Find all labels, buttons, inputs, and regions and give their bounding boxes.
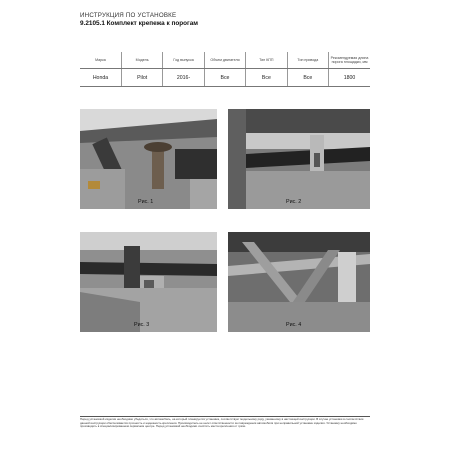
figure-3-caption: Рис. 3 — [134, 322, 150, 328]
document-title: ИНСТРУКЦИЯ ПО УСТАНОВКЕ — [80, 12, 177, 19]
spec-table-header-row — [80, 52, 370, 69]
figure-1-caption: Рис. 1 — [138, 199, 154, 205]
col-drive-header: Тип привода — [287, 52, 328, 69]
footer-note: Перед установкой изделия необходимо убедиться, что автомобиль, на который планируется установка, соответствует модельному ряду, указанному в настоящей инструкции. В случае установки в соответствии данной инструкции обеспечивается прочность и надежность крепления. Производитель не несет ответственности за повреждения автомобиля при неправильной установке изделия. Установку необходимо производить в специализированном сервисном центре. Перед установкой необходимо очистить места крепления от грязи. — [80, 417, 364, 429]
document-subtitle: 9.2105.1 Комплект крепежа к порогам — [80, 20, 199, 27]
cell-engine: Все — [204, 69, 245, 87]
figure-3-photo — [80, 232, 217, 332]
col-engine-header: Объем двигателя — [204, 52, 245, 69]
figure-4-photo — [228, 232, 370, 332]
col-year-header: Год выпуска — [163, 52, 204, 69]
figure-3 — [80, 232, 217, 332]
cell-year: 2016- — [163, 69, 204, 87]
cell-model: Pilot — [121, 69, 162, 87]
page-header — [80, 12, 380, 28]
figure-2-caption: Рис. 2 — [286, 199, 302, 205]
cell-length: 1800 — [329, 69, 370, 87]
col-brand-header: Марка — [80, 52, 121, 69]
figure-1-photo — [80, 109, 217, 209]
col-model-header: Модель — [121, 52, 162, 69]
col-gearbox-header: Тип КПП — [246, 52, 287, 69]
table-row — [80, 69, 370, 87]
vehicle-spec-table — [80, 52, 370, 87]
figure-4-caption: Рис. 4 — [286, 322, 302, 328]
figure-4 — [228, 232, 370, 332]
cell-drive: Все — [287, 69, 328, 87]
figure-1 — [80, 109, 217, 209]
cell-gearbox: Все — [246, 69, 287, 87]
figure-2 — [228, 109, 370, 209]
figure-2-photo — [228, 109, 370, 209]
col-length-header: Рекомендуемая длина порога площадки, мм — [329, 52, 370, 69]
cell-brand: Honda — [80, 69, 121, 87]
